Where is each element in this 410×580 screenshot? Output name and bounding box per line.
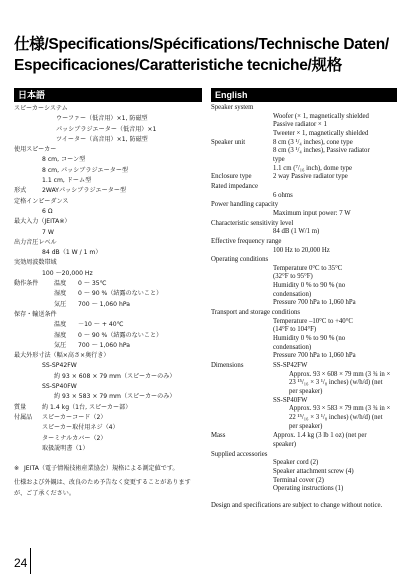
ja-unit-item: 8 cm, パッシブラジエーター型	[42, 166, 129, 174]
ja-operating-row	[14, 300, 202, 310]
ja-jeita-note	[14, 464, 202, 474]
english-header: English	[211, 88, 397, 102]
en-disclaimer: Design and specifications are subject to change without notice.	[211, 501, 383, 509]
ja-dimensions-label: 最大外形寸法（幅×高さ×奥行き）	[14, 352, 110, 360]
japanese-header: 日本語	[14, 88, 202, 102]
ja-frequency-label: 実効周波数帯域	[14, 259, 57, 267]
en-transport-item: condensation)	[273, 343, 312, 351]
note-mark: ※	[14, 465, 20, 473]
japanese-column	[14, 88, 202, 499]
en-speaker-unit-item: 8 cm (3 ¹/₄ inches), Passive radiator	[273, 147, 370, 155]
ja-storage-row	[14, 341, 202, 351]
ja-impedance-value: 6 Ω	[42, 207, 53, 215]
ja-operating-key: 湿度	[54, 290, 67, 298]
en-accessory-item: Speaker cord (2)	[273, 459, 319, 467]
ja-storage-value: －10 〜 + 40℃	[78, 321, 124, 329]
ja-dimensions-value: 約 93 × 608 × 79 mm（スピーカーのみ）	[54, 372, 176, 380]
ja-unit-item: 8 cm, コーン型	[42, 156, 86, 164]
ja-accessory-item: スピーカーコード（2）	[42, 413, 107, 421]
title-line-1: 仕様/Specifications/Spécifications/Technische Daten/	[14, 36, 389, 53]
ja-accessory-item: スピーカー取付用ネジ（4）	[42, 424, 119, 432]
en-transport-label: Transport and storage conditions	[211, 309, 301, 317]
en-frequency-label: Effective frequency range	[211, 237, 282, 245]
ja-operating-row	[14, 289, 202, 299]
ja-storage-row	[14, 320, 202, 330]
ja-dimensions-model: SS-SP42FW	[42, 362, 77, 370]
ja-operating-row	[14, 279, 202, 289]
ja-mass-label: 質量	[14, 403, 27, 411]
en-dimensions-value: 22 ¹⁵/₁₆ × 3 ¹/₈ inches) (w/h/d) (net	[289, 413, 383, 421]
en-frequency-value: 100 Hz to 20,000 Hz	[273, 246, 330, 254]
ja-storage-value: 0 〜 90 %（結露のないこと）	[78, 331, 163, 339]
en-speaker-system-item: Passive radiator × 1	[273, 121, 327, 129]
en-dimensions-value: Approx. 93 × 608 × 79 mm (3 ¾ in ×	[289, 370, 391, 378]
ja-accessories-label: 付属品	[14, 413, 33, 421]
ja-mass-row	[14, 403, 202, 413]
ja-operating-value: 700 〜 1,060 hPa	[78, 300, 130, 308]
en-enclosure-value: 2 way Passive radiator type	[273, 173, 348, 181]
en-accessory-item: Speaker attachment screw (4)	[273, 467, 354, 475]
en-dimensions-value: per speaker)	[289, 422, 323, 430]
en-operating-label: Operating conditions	[211, 256, 269, 264]
en-power-value: Maximum input power: 7 W	[273, 209, 351, 217]
ja-enclosure-value: 2WAYパッシブラジエーター型	[42, 187, 127, 195]
ja-speaker-system-item: ウーファー（低音用）×1, 防磁型	[56, 115, 148, 123]
en-enclosure-row	[211, 173, 397, 182]
en-speaker-unit-label: Speaker unit	[211, 138, 246, 146]
en-power-label: Power handling capacity	[211, 201, 279, 209]
ja-max-input-value: 7 W	[42, 228, 54, 236]
ja-operating-value: 0 〜 35℃	[78, 280, 107, 288]
page-number: 24	[14, 556, 28, 570]
en-transport-item: (14°F to 104°F)	[273, 326, 317, 334]
en-operating-item: Pressure 700 hPa to 1,060 hPa	[273, 299, 356, 307]
en-mass-value: Approx. 1.4 kg (3 lb 1 oz) (net per	[273, 432, 367, 440]
en-impedance-label: Rated impedance	[211, 182, 258, 190]
page-title	[14, 34, 404, 76]
en-speaker-system-item: Tweeter × 1, magnetically shielded	[273, 129, 369, 137]
en-dimensions-model: SS-SP40FW	[273, 396, 308, 404]
en-mass-label: Mass	[211, 432, 226, 440]
ja-impedance-label: 定格インピーダンス	[14, 197, 69, 205]
ja-storage-key: 湿度	[54, 331, 67, 339]
ja-disclaimer: 仕様および外観は、改良のため予告なく変更することがありますが、ご了承ください。	[14, 479, 191, 497]
en-dimensions-value: Approx. 93 × 583 × 79 mm (3 ¾ in ×	[289, 405, 391, 413]
en-dimensions-label: Dimensions	[211, 362, 244, 370]
en-operating-item: (32°F to 95°F)	[273, 273, 313, 281]
page-number-divider	[30, 548, 31, 574]
en-operating-item: Humidity 0 % to 90 % (no	[273, 282, 346, 290]
ja-speaker-system-item: パッシブラジエーター（低音用）×1	[56, 125, 157, 133]
en-transport-item: Humidity 0 % to 90 % (no	[273, 335, 346, 343]
ja-mass-value: 約 1.4 kg（1台, スピーカー部）	[42, 403, 132, 411]
ja-accessory-item: 取扱説明書（1）	[42, 444, 89, 452]
en-dimensions-value: per speaker)	[289, 388, 323, 395]
ja-accessories-row	[14, 413, 202, 423]
ja-speaker-system-item: ツイーター（高音用）×1, 防磁型	[56, 135, 148, 143]
ja-dimensions-model: SS-SP40FW	[42, 383, 77, 391]
en-transport-item: Pressure 700 hPa to 1,060 hPa	[273, 352, 356, 360]
ja-enclosure-row	[14, 186, 202, 196]
ja-max-input-label: 最大入力（JEITA※）	[14, 218, 71, 226]
en-enclosure-label: Enclosure type	[211, 173, 252, 181]
ja-operating-value: 0 〜 90 %（結露のないこと）	[78, 290, 163, 298]
ja-frequency-value: 100 〜20,000 Hz	[42, 269, 93, 277]
en-mass-row	[211, 432, 397, 441]
en-sensitivity-value: 84 dB (1 W/1 m)	[273, 228, 320, 236]
ja-operating-key: 温度	[54, 280, 67, 288]
en-speaker-system-label: Speaker system	[211, 104, 254, 111]
en-accessories-label: Supplied accessories	[211, 450, 268, 458]
en-dimensions-model: SS-SP42FW	[273, 362, 308, 370]
ja-enclosure-label: 形式	[14, 187, 27, 195]
ja-storage-row	[14, 331, 202, 341]
ja-spl-label: 出力音圧レベル	[14, 238, 57, 246]
ja-storage-key: 気圧	[54, 341, 67, 349]
en-speaker-unit-row	[211, 139, 397, 148]
ja-units-label: 使用スピーカー	[14, 146, 57, 154]
en-speaker-unit-item: type	[273, 155, 285, 163]
en-mass-value-cont: speaker)	[273, 440, 297, 448]
en-operating-item: condensation)	[273, 290, 312, 298]
ja-storage-value: 700 〜 1,060 hPa	[78, 341, 130, 349]
ja-unit-item: 1.1 cm, ドーム型	[42, 177, 92, 185]
en-operating-item: Temperature 0°C to 35°C	[273, 264, 343, 272]
en-transport-item: Temperature –10°C to +40°C	[273, 317, 353, 325]
en-speaker-system-item: Woofer (× 1, magnetically shielded	[273, 112, 369, 120]
ja-operating-label: 動作条件	[14, 280, 39, 288]
en-dimensions-row	[211, 362, 397, 371]
ja-note-text: JEITA（電子情報技術産業協会）規格による測定値です。	[24, 465, 179, 473]
en-accessory-item: Terminal cover (2)	[273, 476, 324, 484]
ja-storage-label: 保存・輸送条件	[14, 310, 57, 318]
english-column	[211, 88, 397, 511]
en-speaker-unit-item: 8 cm (3 ¹/₄ inches), cone type	[273, 138, 353, 146]
title-line-2: Especificaciones/Caratteristiche tecniche/规格	[14, 57, 342, 74]
ja-operating-key: 気圧	[54, 300, 67, 308]
ja-accessory-item: ターミナルカバー（2）	[42, 434, 107, 442]
en-sensitivity-label: Characteristic sensitivity level	[211, 219, 294, 227]
en-dimensions-value: 23 ¹⁵/₁₆ × 3 ¹/₈ inches) (w/h/d) (net	[289, 379, 383, 387]
ja-dimensions-value: 約 93 × 583 × 79 mm（スピーカーのみ）	[54, 393, 176, 401]
en-accessory-item: Operating instructions (1)	[273, 485, 344, 493]
ja-storage-key: 温度	[54, 321, 67, 329]
en-speaker-unit-item: 1.1 cm (⁷/₁₆ inch), dome type	[273, 164, 353, 172]
en-impedance-value: 6 ohms	[273, 191, 293, 199]
ja-speaker-system-label: スピーカーシステム	[14, 105, 68, 112]
ja-spl-value: 84 dB（1 W / 1 m）	[42, 249, 102, 257]
